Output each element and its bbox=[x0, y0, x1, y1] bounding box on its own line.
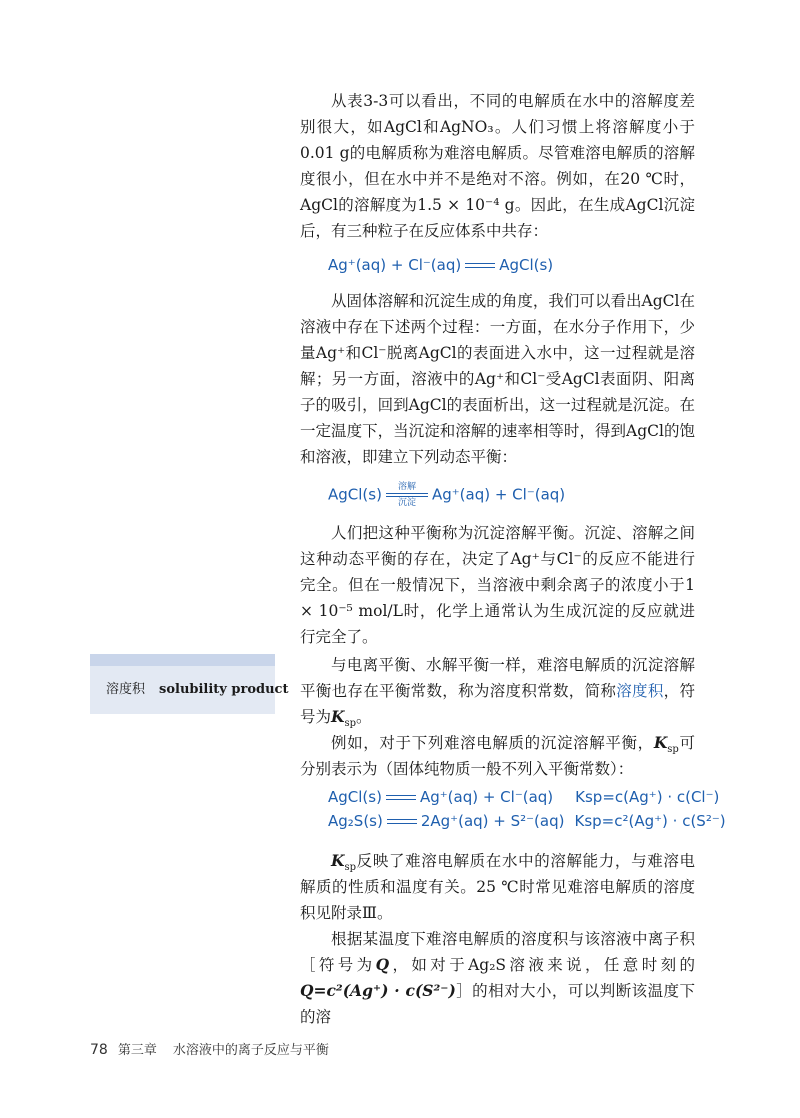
q-symbol: Q bbox=[375, 955, 390, 974]
paragraph-2-text: 从固体溶解和沉淀生成的角度，我们可以看出AgCl在溶液中存在下述两个过程：一方面，在水分子作用下，少量Ag⁺和Cl⁻脱离AgCl的表面进入水中，这一过程就是溶解；另一方面，溶液中的Ag⁺和Cl⁻受AgCl表面阴、阳离子的吸引，回到AgCl的表面析出，这一过程就是沉淀。在一定温度下，当沉淀和溶解的速率相等时，得到AgCl的饱和溶液，即建立下列动态平衡： bbox=[300, 292, 695, 466]
paragraph-4 bbox=[300, 652, 695, 730]
equation-3-right: Ag⁺(aq) + Cl⁻(aq) bbox=[419, 788, 554, 806]
equilibrium-arrow-icon bbox=[465, 261, 495, 271]
equilibrium-arrow-icon bbox=[387, 817, 417, 827]
ksp-subscript-2: sp bbox=[667, 744, 679, 756]
q-formula: Q=c²(Ag⁺) · c(S²⁻) bbox=[300, 981, 456, 1000]
equation-1-right: AgCl(s) bbox=[499, 256, 554, 274]
ksp-subscript-3: sp bbox=[344, 862, 357, 874]
ksp-symbol-3: K bbox=[331, 851, 345, 870]
paragraph-1 bbox=[300, 88, 695, 244]
equation-2-top-label: 溶解 bbox=[397, 482, 416, 492]
term-solubility-product: 溶度积 bbox=[616, 682, 664, 700]
page-number: 78 bbox=[90, 1042, 108, 1058]
paragraph-3-text: 人们把这种平衡称为沉淀溶解平衡。沉淀、溶解之间这种动态平衡的存在，决定了Ag⁺与Cl⁻的反应不能进行完全。但在一般情况下，当溶液中剩余离子的浓度小于1 × 10⁻⁵ mol/L时，化学上通常认为生成沉淀的反应就进行完全了。 bbox=[300, 524, 695, 646]
equation-2-right: Ag⁺(aq) + Cl⁻(aq) bbox=[431, 485, 566, 504]
equation-4 bbox=[328, 812, 726, 830]
paragraph-2 bbox=[300, 288, 695, 470]
paragraph-4-text-a: 与电离平衡、水解平衡一样，难溶电解质的沉淀溶解平衡也存在平衡常数，称为溶度积常数，简称 bbox=[300, 656, 695, 700]
ksp-symbol-2: K bbox=[653, 733, 668, 752]
paragraph-5-text-b: 可分别表示为（固体纯物质一般不列入平衡常数）： bbox=[300, 734, 695, 778]
paragraph-7-text-a: 根据某温度下难溶电解质的溶度积与该溶液中离子积［符号为 bbox=[300, 930, 695, 974]
equation-3-ksp: Ksp=c(Ag⁺) · c(Cl⁻) bbox=[575, 788, 720, 806]
margin-term-box bbox=[90, 654, 289, 714]
paragraph-6 bbox=[300, 848, 695, 926]
margin-term-band bbox=[90, 654, 275, 666]
equation-2-bottom-label: 沉淀 bbox=[397, 498, 416, 508]
ksp-subscript: sp bbox=[344, 718, 357, 730]
margin-term-zh: 溶度积 bbox=[106, 682, 146, 697]
equation-4-right: 2Ag⁺(aq) + S²⁻(aq) bbox=[420, 812, 565, 830]
equation-3-left: AgCl(s) bbox=[328, 788, 382, 806]
equilibrium-arrow-icon bbox=[386, 793, 416, 803]
equation-1-left: Ag⁺(aq) + Cl⁻(aq) bbox=[328, 256, 462, 274]
paragraph-7-text-c: ］的相对大小，可以判断该温度下的溶 bbox=[300, 982, 695, 1026]
chapter-label: 第三章 bbox=[117, 1043, 157, 1058]
paragraph-1-text: 从表3-3可以看出，不同的电解质在水中的溶解度差别很大，如AgCl和AgNO₃。人们习惯上将溶解度小于0.01 g的电解质称为难溶电解质。尽管难溶电解质的溶解度很小，但在水中并不是绝对不溶。例如，在20 ℃时，AgCl的溶解度为1.5 × 10⁻⁴ g。因此，在生成AgCl沉淀后，有三种粒子在反应体系中共存： bbox=[300, 92, 695, 240]
equation-3 bbox=[328, 788, 719, 806]
paragraph-5-text-a: 例如，对于下列难溶电解质的沉淀溶解平衡， bbox=[331, 734, 654, 752]
paragraph-6-text: 反映了难溶电解质在水中的溶解能力，与难溶电解质的性质和温度有关。25 ℃时常见难溶电解质的溶度积见附录Ⅲ。 bbox=[300, 852, 695, 922]
paragraph-7-text-b: ，如对于Ag₂S溶液来说，任意时刻的 bbox=[389, 956, 695, 974]
chapter-title: 水溶液中的离子反应与平衡 bbox=[172, 1043, 329, 1058]
margin-term-en: solubility product bbox=[159, 682, 289, 697]
equation-2 bbox=[328, 482, 565, 508]
ksp-symbol: K bbox=[331, 707, 345, 726]
dissolve-precipitate-arrow-icon bbox=[386, 482, 428, 508]
paragraph-7 bbox=[300, 926, 695, 1030]
paragraph-4-end: 。 bbox=[356, 708, 372, 726]
equation-4-left: Ag₂S(s) bbox=[328, 812, 383, 830]
page-footer bbox=[90, 1039, 329, 1058]
equation-2-left: AgCl(s) bbox=[328, 485, 382, 504]
equation-4-ksp: Ksp=c²(Ag⁺) · c(S²⁻) bbox=[574, 812, 726, 830]
paragraph-5 bbox=[300, 730, 695, 782]
paragraph-3 bbox=[300, 520, 695, 650]
equation-1 bbox=[328, 256, 553, 274]
paragraph-4-text-b: ，符号为 bbox=[300, 682, 695, 726]
